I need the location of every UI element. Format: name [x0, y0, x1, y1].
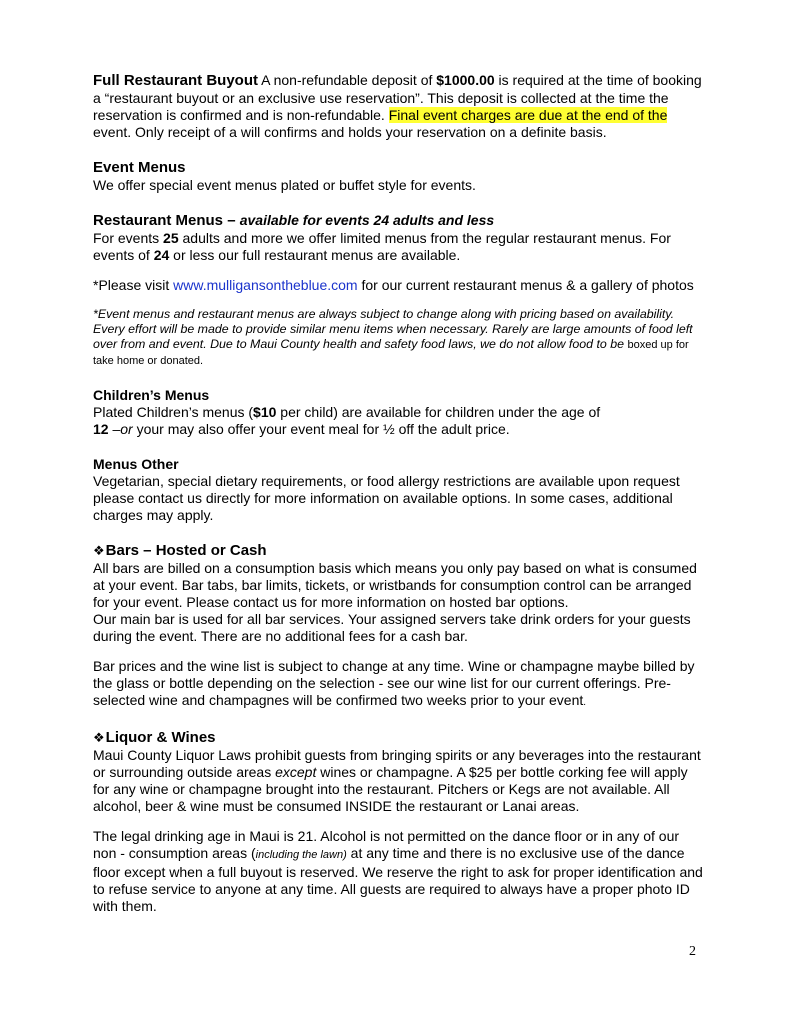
liquor-paragraph-1 — [93, 747, 703, 815]
buyout-text-1: A non-refundable deposit of — [258, 72, 437, 88]
document-body — [93, 72, 703, 915]
buyout-paragraph — [93, 72, 703, 141]
restaurant-menus-text — [93, 230, 703, 264]
event-menus-text: We offer special event menus plated or buffet style for events. — [93, 177, 476, 193]
liquor-except: except — [275, 764, 317, 780]
rm-adults-25: 25 — [163, 230, 179, 246]
ch-or: or — [120, 421, 133, 437]
diamond-bullet-icon: ❖ — [93, 730, 105, 745]
childrens-menus-heading: Children’s Menus — [93, 387, 210, 403]
menus-other-heading: Menus Other — [93, 456, 179, 472]
buyout-text-2: is required at the time of booking a “restaurant buyout or an exclusive use reservation”. This deposit is collected at the time the reservation is confirmed and is non-refundable. — [93, 72, 702, 123]
liquor-paragraph-2 — [93, 828, 703, 915]
visit-post: for our current restaurant menus & a gallery of photos — [357, 277, 694, 293]
bars-heading — [93, 542, 703, 560]
final-charges-highlight: Final event charges are due at the end of the — [388, 107, 668, 123]
liquor-heading-text: Liquor & Wines — [105, 729, 216, 746]
liquor-p2b: at any time and there is no exclusive use of the dance floor except when a full buyout is reserved. We reserve the right to ask for proper identification and to refuse service to anyone at any time. All guests are required to always have a proper photo ID with them. — [93, 845, 703, 914]
rm-adults-24: 24 — [153, 247, 170, 263]
restaurant-menus-subtitle: available for events 24 adults and less — [239, 212, 495, 228]
liquor-p2a: The legal drinking age in Maui is 21. Alcohol is not permitted on the dance floor or in any of our non - consumption areas ( — [93, 828, 680, 861]
rm-text-3: or less our full restaurant menus are available. — [169, 247, 461, 263]
liquor-p1b: wines or champagne. A $25 per bottle corking fee will apply for any wine or champagne brought into the restaurant. Pitchers or Kegs are not available. All alcohol, beer & wine must be consumed INSIDE the restaurant or Lanai areas. — [93, 764, 688, 814]
bars-paragraph-2: Our main bar is used for all bar services. Your assigned servers take drink orders for your guests during the event. There are no additional fees for a cash bar. — [93, 611, 691, 644]
ch-text-2: per child) are available for children under the age of — [276, 404, 601, 420]
website-link[interactable]: www.mulligansontheblue.com — [173, 277, 358, 293]
bars-p3-text: Bar prices and the wine list is subject to change at any time. Wine or champagne maybe billed by the glass or bottle depending on the selection - see our wine list for our current offerings. Pre-selected wine and champagnes will be confirmed two weeks prior to your event — [93, 658, 695, 708]
buyout-text-3: event. Only receipt of a will confirms and holds your reservation on a definite basis. — [93, 124, 607, 140]
liquor-p1a: Maui County Liquor Laws prohibit guests from bringing spirits or any beverages into the restaurant or surrounding outside areas — [93, 747, 701, 780]
deposit-amount: $1000.00 — [436, 72, 495, 88]
menu-disclaimer-note — [93, 307, 703, 369]
buyout-heading: Full Restaurant Buyout — [93, 72, 259, 89]
ch-text-1: Plated Children’s menus ( — [93, 404, 254, 420]
rm-text-1: For events — [93, 230, 164, 246]
diamond-bullet-icon: ❖ — [93, 543, 105, 558]
bars-paragraph-1: All bars are billed on a consumption basis which means you only pay based on what is consumed at your event. Bar tabs, bar limits, tickets, or wristbands for consumption control can be arranged for your event. Please contact us for more information on hosted bar options. — [93, 560, 697, 610]
bars-paragraph-3 — [93, 658, 703, 711]
note-small-text: boxed up for take home or donated. — [93, 339, 689, 367]
visit-website-text — [93, 277, 703, 294]
event-menus-heading: Event Menus — [93, 159, 186, 176]
bars-p3-end: . — [583, 697, 587, 708]
menus-other-text: Vegetarian, special dietary requirements, or food allergy restrictions are available upon request please contact us directly for more information on available options. In some cases, additional charges may apply. — [93, 473, 680, 523]
rm-text-2: adults and more we offer limited menus from the regular restaurant menus. For events of — [93, 230, 671, 263]
note-text: *Event menus and restaurant menus are always subject to change along with pricing based on availability. Every effort will be made to provide similar menu items when necessary. Rarely are large amounts of food left over from and event. Due to Maui County health and safety food laws, we do not allow food to be — [93, 307, 693, 351]
ch-text-4: your may also offer your event meal for ½ off the adult price. — [132, 421, 510, 437]
child-price: $10 — [253, 404, 277, 420]
visit-pre: *Please visit — [93, 277, 174, 293]
restaurant-menus-heading — [93, 212, 703, 230]
liquor-p2-small: including the lawn) — [255, 849, 347, 861]
liquor-heading — [93, 729, 703, 747]
childrens-menus-text — [93, 404, 703, 438]
bars-heading-text: Bars – Hosted or Cash — [105, 542, 267, 559]
child-age: 12 — [93, 421, 109, 437]
page-number: 2 — [689, 944, 696, 959]
ch-text-3: – — [108, 421, 121, 437]
restaurant-menus-title: Restaurant Menus – — [93, 212, 240, 229]
